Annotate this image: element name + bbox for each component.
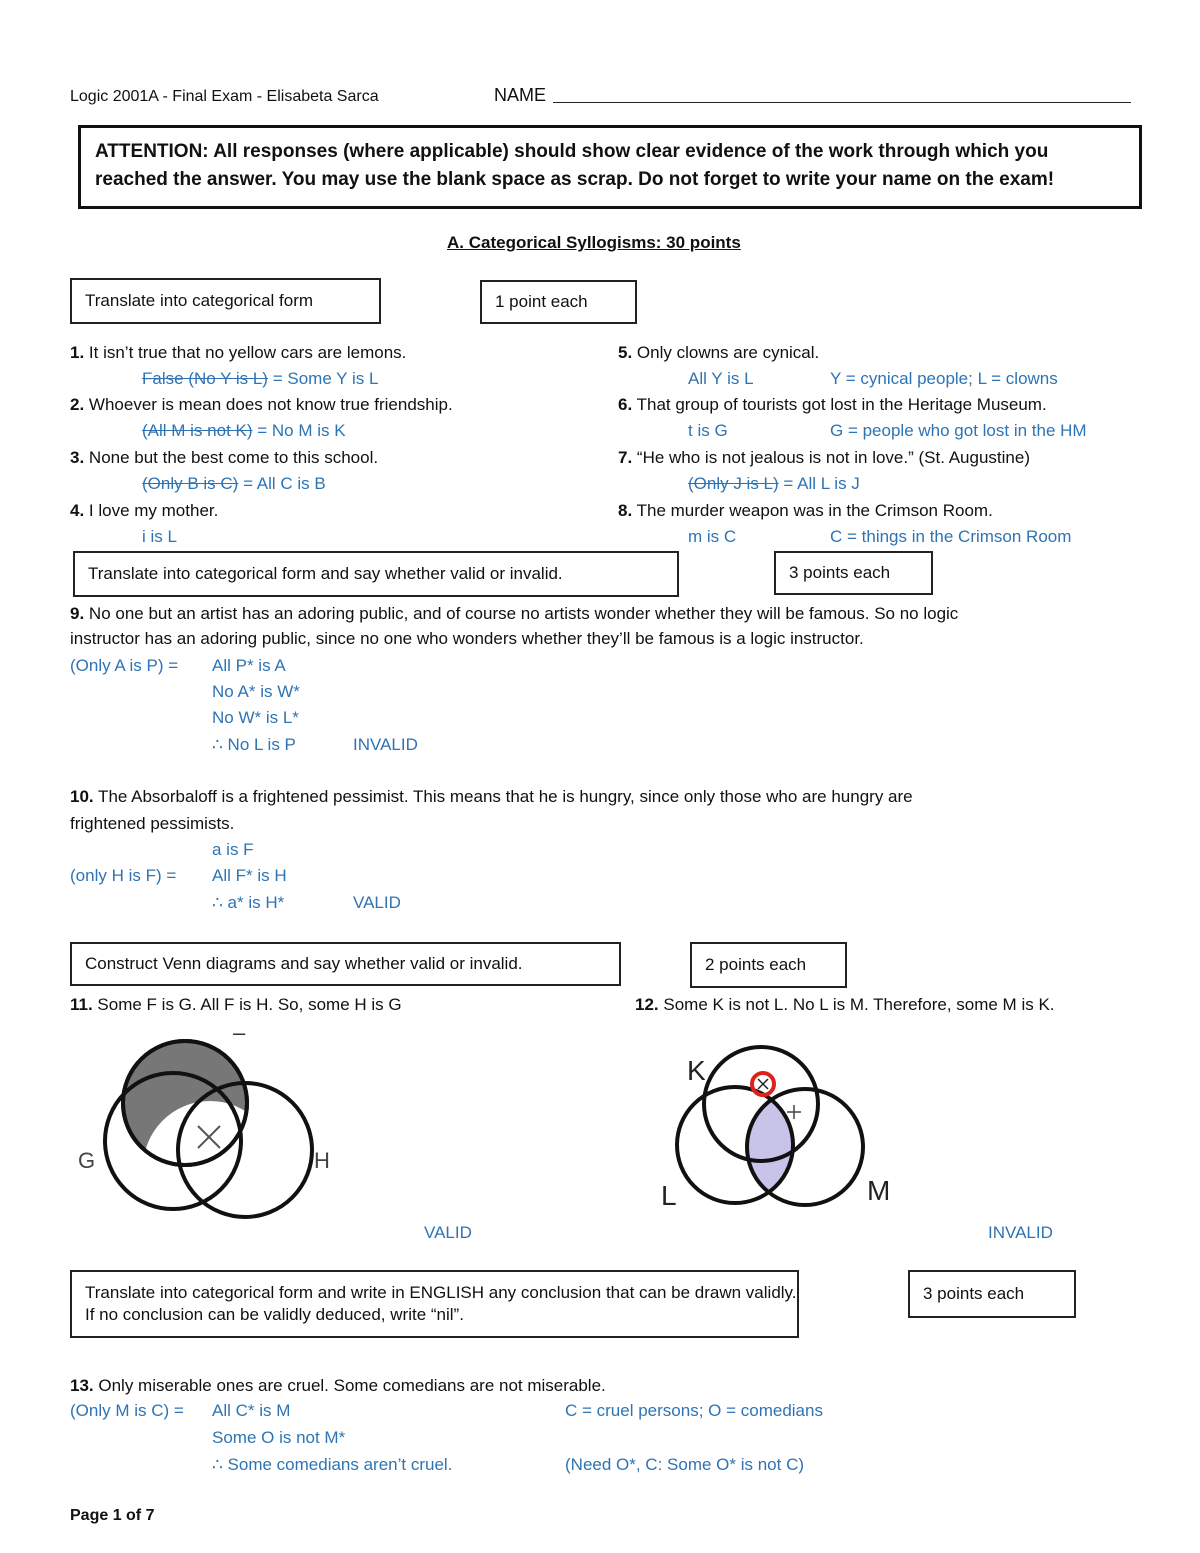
- answer-13-conclusion: ∴ Some comedians aren’t cruel.: [212, 1455, 453, 1474]
- answer-9-premise-2: No A* is W*: [212, 682, 300, 701]
- answer-10-conclusion: ∴ a* is H*: [212, 893, 285, 912]
- question-11: 11. Some F is G. All F is H. So, some H is G: [70, 995, 402, 1014]
- name-label: NAME: [494, 85, 547, 105]
- instruction-box-conclusion: Translate into categorical form and write in ENGLISH any conclusion that can be drawn validly. If no conclusion can be validly deduced, write “nil”.: [70, 1270, 799, 1338]
- answer-1: False (No Y is L) = Some Y is L: [142, 369, 379, 388]
- venn-diagram-12: [655, 1040, 905, 1220]
- exam-header: Logic 2001A - Final Exam - Elisabeta Sarca: [70, 88, 379, 105]
- answer-9-premise-1: All P* is A: [212, 656, 286, 675]
- answer-7: (Only J is L) = All L is J: [688, 474, 860, 493]
- instruction-box-translate: Translate into categorical form: [70, 278, 381, 324]
- key-5: Y = cynical people; L = clowns: [830, 369, 1058, 388]
- answer-2: (All M is not K) = No M is K: [142, 421, 346, 440]
- instruction-box-validity: Translate into categorical form and say whether valid or invalid.: [73, 551, 679, 597]
- question-10-line2: frightened pessimists.: [70, 814, 235, 833]
- answer-12-verdict: INVALID: [988, 1223, 1053, 1242]
- question-1: 1. It isn’t true that no yellow cars are lemons.: [70, 343, 407, 362]
- points-box-3: 3 points each: [774, 551, 933, 595]
- answer-11-verdict: VALID: [424, 1223, 472, 1242]
- attention-box: ATTENTION: All responses (where applicable) should show clear evidence of the work through which you reached the answer. You may use the blank space as scrap. Do not forget to write your name on the exam!: [78, 125, 1142, 209]
- answer-9-translation: (Only A is P) =: [70, 656, 179, 675]
- answer-5: All Y is L: [688, 369, 754, 388]
- venn12-label-m: M: [867, 1175, 891, 1206]
- question-5: 5. Only clowns are cynical.: [618, 343, 820, 362]
- answer-10-translation: (only H is F) =: [70, 866, 177, 885]
- venn11-label-top: –: [233, 1020, 246, 1045]
- name-line[interactable]: [553, 102, 1131, 103]
- points-box-2: 2 points each: [690, 942, 847, 988]
- answer-9-premise-3: No W* is L*: [212, 708, 299, 727]
- key-6: G = people who got lost in the HM: [830, 421, 1087, 440]
- venn12-label-l: L: [661, 1180, 677, 1211]
- question-8: 8. The murder weapon was in the Crimson Room.: [618, 501, 993, 520]
- question-9: 9. No one but an artist has an adoring public, and of course no artists wonder whether they will be famous. So no logic: [70, 604, 959, 623]
- venn-diagram-11: [70, 1018, 370, 1228]
- question-9-line2: instructor has an adoring public, since no one who wonders whether they’ll be famous is a logic instructor.: [70, 629, 864, 648]
- venn11-label-g: G: [78, 1148, 96, 1173]
- answer-10-premise-2: All F* is H: [212, 866, 287, 885]
- answer-10-verdict: VALID: [353, 893, 401, 912]
- instruction-box-venn: Construct Venn diagrams and say whether valid or invalid.: [70, 942, 621, 986]
- question-12: 12. Some K is not L. No L is M. Therefore, some M is K.: [635, 995, 1055, 1014]
- key-13: C = cruel persons; O = comedians: [565, 1401, 823, 1420]
- question-3: 3. None but the best come to this school.: [70, 448, 379, 467]
- note-13: (Need O*, C: Some O* is not C): [565, 1455, 805, 1474]
- question-7: 7. “He who is not jealous is not in love.” (St. Augustine): [618, 448, 1030, 467]
- answer-8: m is C: [688, 527, 737, 546]
- points-box-3b: 3 points each: [908, 1270, 1076, 1318]
- question-6: 6. That group of tourists got lost in the Heritage Museum.: [618, 395, 1047, 414]
- answer-9-conclusion: ∴ No L is P: [212, 735, 296, 754]
- question-4: 4. I love my mother.: [70, 501, 219, 520]
- answer-6: t is G: [688, 421, 728, 440]
- answer-10-premise-1: a is F: [212, 840, 254, 859]
- venn12-label-k: K: [687, 1055, 706, 1086]
- answer-4: i is L: [142, 527, 177, 546]
- page-number: Page 1 of 7: [70, 1507, 155, 1524]
- answer-3: (Only B is C) = All C is B: [142, 474, 326, 493]
- answer-9-verdict: INVALID: [353, 735, 418, 754]
- section-title: A. Categorical Syllogisms: 30 points: [447, 233, 741, 252]
- venn11-label-h: H: [314, 1148, 330, 1173]
- question-2: 2. Whoever is mean does not know true friendship.: [70, 395, 453, 414]
- answer-13-translation: (Only M is C) =: [70, 1401, 184, 1420]
- key-8: C = things in the Crimson Room: [830, 527, 1072, 546]
- answer-13-premise-1: All C* is M: [212, 1401, 291, 1420]
- question-13: 13. Only miserable ones are cruel. Some comedians are not miserable.: [70, 1376, 606, 1395]
- question-10: 10. The Absorbaloff is a frightened pessimist. This means that he is hungry, since only those who are hungry are: [70, 787, 913, 806]
- points-box-1: 1 point each: [480, 280, 637, 324]
- answer-13-premise-2: Some O is not M*: [212, 1428, 346, 1447]
